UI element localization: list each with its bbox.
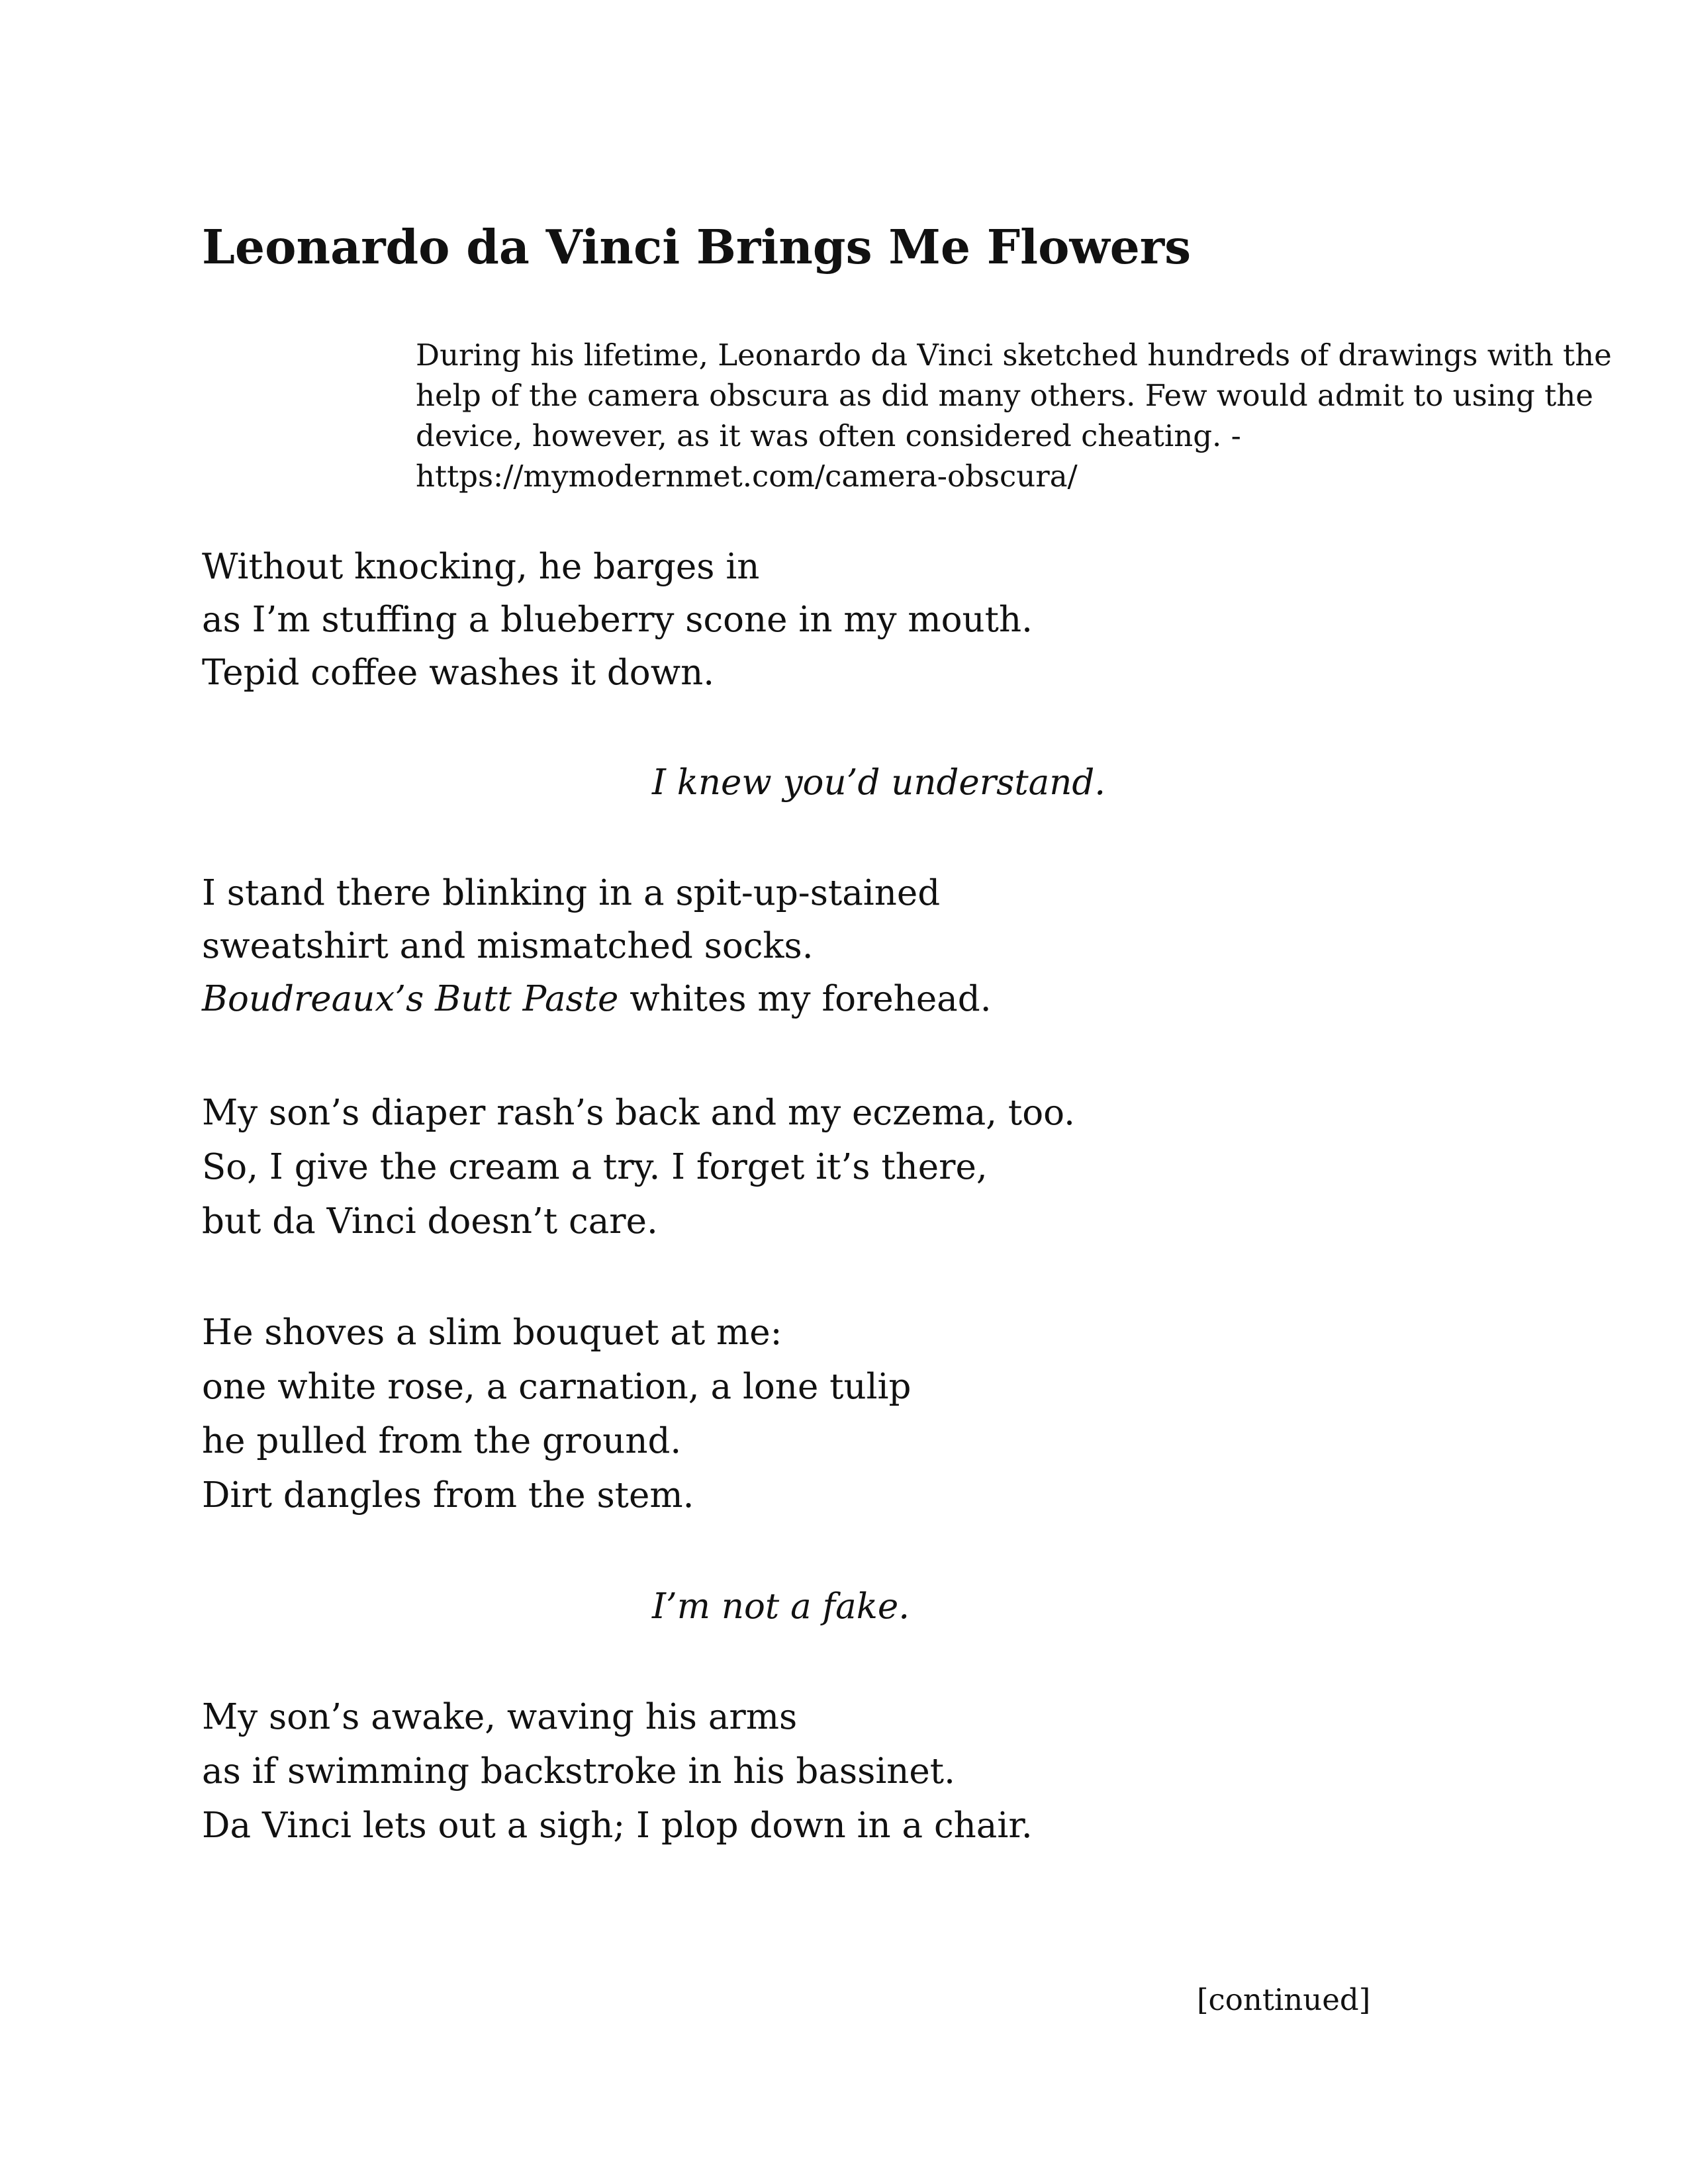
epigraph-line: device, however, as it was often considered cheating. - (416, 418, 1241, 453)
poem-line-text: whites my forehead. (618, 979, 992, 1019)
poem-line: My son’s diaper rash’s back and my eczema, too. (202, 1093, 1075, 1133)
poem-line: So, I give the cream a try. I forget it’s there, (202, 1147, 988, 1187)
epigraph-source-url: https://mymodernmet.com/camera-obscura/ (416, 459, 1078, 494)
poem-title: Leonardo da Vinci Brings Me Flowers (202, 219, 1192, 275)
epigraph (416, 335, 1612, 496)
poem-line: Da Vinci lets out a sigh; I plop down in a chair. (202, 1805, 1033, 1846)
poem-line: My son’s awake, waving his arms (202, 1697, 798, 1737)
poem-line: I stand there blinking in a spit-up-stained (202, 873, 941, 913)
poem-line: He shoves a slim bouquet at me: (202, 1312, 782, 1353)
poem-line: Tepid coffee washes it down. (202, 653, 715, 693)
poem-line: he pulled from the ground. (202, 1421, 682, 1461)
poem-line: as I’m stuffing a blueberry scone in my mouth. (202, 600, 1033, 640)
poem-line: but da Vinci doesn’t care. (202, 1201, 658, 1242)
poem-line: sweatshirt and mismatched socks. (202, 926, 814, 966)
poem-line (202, 976, 992, 1023)
epigraph-line: During his lifetime, Leonardo da Vinci sketched hundreds of drawings with the (416, 338, 1612, 373)
continued-note: [continued] (1197, 1982, 1371, 2017)
italic-refrain: I knew you’d understand. (652, 762, 1106, 803)
poem-line: one white rose, a carnation, a lone tulip (202, 1367, 912, 1407)
epigraph-line: help of the camera obscura as did many others. Few would admit to using the (416, 378, 1593, 413)
product-name: Boudreaux’s Butt Paste (202, 979, 619, 1019)
poem-line: Without knocking, he barges in (202, 547, 760, 587)
italic-refrain: I’m not a fake. (652, 1586, 910, 1627)
poem-line: Dirt dangles from the stem. (202, 1475, 694, 1516)
poem-line: as if swimming backstroke in his bassinet. (202, 1751, 955, 1792)
